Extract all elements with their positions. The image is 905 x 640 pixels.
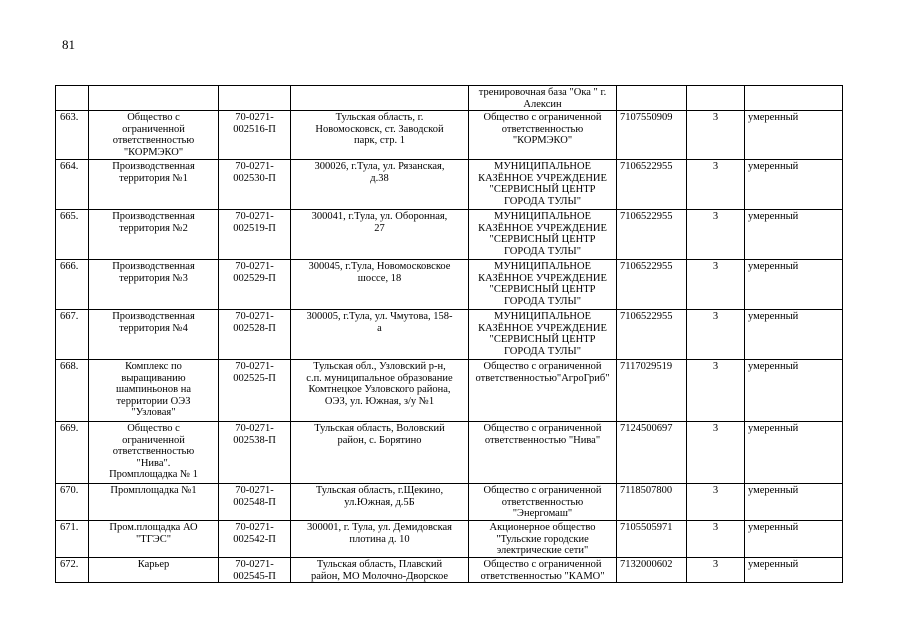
object-name <box>89 86 219 111</box>
object-address: 300045, г.Тула, Новомосковское шоссе, 18 <box>291 260 469 310</box>
row-number: 665. <box>56 210 89 260</box>
table-row <box>56 422 843 484</box>
row-number: 672. <box>56 558 89 583</box>
owner-inn: 7106522955 <box>617 210 687 260</box>
table-row <box>56 310 843 360</box>
object-address: Тульская область, Плавский район, МО Молочно-Дворское <box>291 558 469 583</box>
row-number: 664. <box>56 160 89 210</box>
object-address: 300026, г.Тула, ул. Рязанская, д.38 <box>291 160 469 210</box>
table-row <box>56 160 843 210</box>
object-address <box>291 86 469 111</box>
risk-level: умеренный <box>745 558 843 583</box>
risk-level: умеренный <box>745 160 843 210</box>
row-number: 666. <box>56 260 89 310</box>
table-row <box>56 210 843 260</box>
object-code: 70-0271- 002516-П <box>219 111 291 160</box>
object-code: 70-0271- 002530-П <box>219 160 291 210</box>
risk-level: умеренный <box>745 360 843 422</box>
page-number: 81 <box>62 37 75 52</box>
object-name: Производственная территория №1 <box>89 160 219 210</box>
object-name: Производственная территория №4 <box>89 310 219 360</box>
row-number: 669. <box>56 422 89 484</box>
owner-inn: 7106522955 <box>617 310 687 360</box>
owner-inn <box>617 86 687 111</box>
object-name: Пром.площадка АО "ТГЭС" <box>89 521 219 558</box>
table-row <box>56 360 843 422</box>
object-category: 3 <box>687 260 745 310</box>
object-owner: МУНИЦИПАЛЬНОЕ КАЗЁННОЕ УЧРЕЖДЕНИЕ "СЕРВИСНЫЙ ЦЕНТР ГОРОДА ТУЛЫ" <box>469 210 617 260</box>
object-category <box>687 86 745 111</box>
object-address: Тульская область, г. Новомосковск, ст. Заводской парк, стр. 1 <box>291 111 469 160</box>
object-code: 70-0271- 002529-П <box>219 260 291 310</box>
object-address: 300005, г.Тула, ул. Чмутова, 158- а <box>291 310 469 360</box>
object-category: 3 <box>687 360 745 422</box>
object-name: Общество с ограниченной ответственностью "Нива". Промплощадка № 1 <box>89 422 219 484</box>
object-category: 3 <box>687 521 745 558</box>
owner-inn: 7124500697 <box>617 422 687 484</box>
object-name: Производственная территория №3 <box>89 260 219 310</box>
object-category: 3 <box>687 558 745 583</box>
table-row <box>56 111 843 160</box>
row-number <box>56 86 89 111</box>
object-owner: Общество с ограниченной ответственностью "КОРМЭКО" <box>469 111 617 160</box>
object-category: 3 <box>687 484 745 521</box>
object-code: 70-0271- 002528-П <box>219 310 291 360</box>
row-number: 670. <box>56 484 89 521</box>
object-category: 3 <box>687 310 745 360</box>
object-name: Производственная территория №2 <box>89 210 219 260</box>
object-code: 70-0271- 002525-П <box>219 360 291 422</box>
owner-inn: 7106522955 <box>617 260 687 310</box>
object-code: 70-0271- 002542-П <box>219 521 291 558</box>
object-name: Промплощадка №1 <box>89 484 219 521</box>
owner-inn: 7132000602 <box>617 558 687 583</box>
object-owner: Общество с ограниченной ответственностью "Нива" <box>469 422 617 484</box>
object-owner: МУНИЦИПАЛЬНОЕ КАЗЁННОЕ УЧРЕЖДЕНИЕ "СЕРВИСНЫЙ ЦЕНТР ГОРОДА ТУЛЫ" <box>469 160 617 210</box>
row-number: 668. <box>56 360 89 422</box>
object-code: 70-0271- 002545-П <box>219 558 291 583</box>
owner-inn: 7118507800 <box>617 484 687 521</box>
object-category: 3 <box>687 422 745 484</box>
risk-level: умеренный <box>745 422 843 484</box>
object-name: Комплекс по выращиванию шампиньонов на территории ОЭЗ "Узловая" <box>89 360 219 422</box>
object-owner: Общество с ограниченной ответственностью "КАМО" <box>469 558 617 583</box>
object-owner: Общество с ограниченной ответственностью"АгроГриб" <box>469 360 617 422</box>
object-address: Тульская обл., Узловский р-н, с.п. муниципальное образование Комтнецкое Узловского района, ОЭЗ, ул. Южная, з/у №1 <box>291 360 469 422</box>
object-code <box>219 86 291 111</box>
object-address: Тульская область, г.Щекино, ул.Южная, д.5Б <box>291 484 469 521</box>
object-code: 70-0271- 002548-П <box>219 484 291 521</box>
object-owner: тренировочная база "Ока " г. Алексин <box>469 86 617 111</box>
risk-level: умеренный <box>745 260 843 310</box>
owner-inn: 7105505971 <box>617 521 687 558</box>
table-row <box>56 86 843 111</box>
object-name: Карьер <box>89 558 219 583</box>
table-row <box>56 484 843 521</box>
object-owner: МУНИЦИПАЛЬНОЕ КАЗЁННОЕ УЧРЕЖДЕНИЕ "СЕРВИСНЫЙ ЦЕНТР ГОРОДА ТУЛЫ" <box>469 310 617 360</box>
risk-level: умеренный <box>745 484 843 521</box>
risk-level: умеренный <box>745 111 843 160</box>
object-code: 70-0271- 002519-П <box>219 210 291 260</box>
table-row <box>56 558 843 583</box>
object-category: 3 <box>687 210 745 260</box>
object-name: Общество с ограниченной ответственностью "КОРМЭКО" <box>89 111 219 160</box>
row-number: 671. <box>56 521 89 558</box>
owner-inn: 7117029519 <box>617 360 687 422</box>
object-category: 3 <box>687 160 745 210</box>
row-number: 667. <box>56 310 89 360</box>
registry-table <box>55 85 843 583</box>
risk-level: умеренный <box>745 310 843 360</box>
risk-level: умеренный <box>745 210 843 260</box>
table-row <box>56 260 843 310</box>
object-address: 300001, г. Тула, ул. Демидовская плотина д. 10 <box>291 521 469 558</box>
object-owner: Общество с ограниченной ответственностью "Энергомаш" <box>469 484 617 521</box>
object-owner: Акционерное общество "Тульские городские электрические сети" <box>469 521 617 558</box>
table-row <box>56 521 843 558</box>
object-code: 70-0271- 002538-П <box>219 422 291 484</box>
row-number: 663. <box>56 111 89 160</box>
risk-level: умеренный <box>745 521 843 558</box>
object-owner: МУНИЦИПАЛЬНОЕ КАЗЁННОЕ УЧРЕЖДЕНИЕ "СЕРВИСНЫЙ ЦЕНТР ГОРОДА ТУЛЫ" <box>469 260 617 310</box>
risk-level <box>745 86 843 111</box>
owner-inn: 7107550909 <box>617 111 687 160</box>
owner-inn: 7106522955 <box>617 160 687 210</box>
object-category: 3 <box>687 111 745 160</box>
object-address: Тульская область, Воловский район, с. Борятино <box>291 422 469 484</box>
object-address: 300041, г.Тула, ул. Оборонная, 27 <box>291 210 469 260</box>
